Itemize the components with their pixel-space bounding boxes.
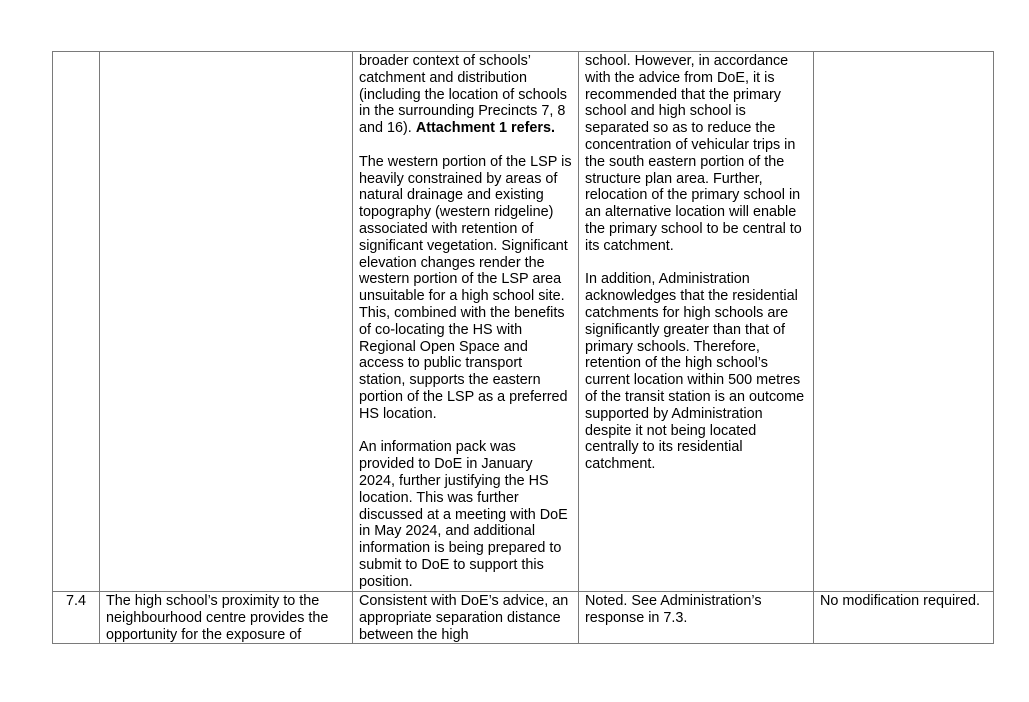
doe-comment-paragraph: broader context of schools’ catchment and distribution (including the location of schools in the surrounding Precincts 7, 8 and 16). Attachment 1 refers. [359, 53, 567, 137]
row-number-cell [53, 52, 100, 592]
administration-response-cell: Noted. See Administration’s response in 7.3. [579, 592, 814, 644]
doe-comment-paragraph: An information pack was provided to DoE in January 2024, further justifying the HS location. This was further discussed at a meeting with DoE in May 2024, and additional information is being prepared to submit to DoE to support this position. [359, 439, 568, 590]
administration-response-paragraph: In addition, Administration acknowledges that the residential catchments for high schools are significantly greater than that of primary schools. Therefore, retention of the high school’s current location within 500 metres of the transit station is an outcome supported by Administration despite it not being located centrally to its residential catchment. [585, 271, 805, 473]
table-row [53, 52, 994, 592]
doe-comment-paragraph: The western portion of the LSP is heavily constrained by areas of natural drainage and existing topography (western ridgeline) associated with retention of significant vegetation. Significant elevation changes render the western portion of the LSP area unsuitable for a high school site. This, combined with the benefits of co-locating the HS with Regional Open Space and access to public transport station, supports the eastern portion of the LSP as a preferred HS location. [359, 153, 572, 422]
recommendation-cell [814, 52, 994, 592]
administration-response-paragraph: school. However, in accordance with the advice from DoE, it is recommended that the primary school and high school is separated so as to reduce the concentration of vehicular trips in the south eastern portion of the structure plan area. Further, relocation of the primary school in an alternative location will enable the primary school to be central to its catchment. [585, 53, 802, 254]
doe-comment-cell: Consistent with DoE’s advice, an appropriate separation distance between the high [353, 592, 579, 644]
submission-cell: The high school’s proximity to the neighbourhood centre provides the opportunity for the exposure of [100, 592, 353, 644]
doe-comment-cell [353, 52, 579, 592]
recommendation-cell: No modification required. [814, 592, 994, 644]
submissions-table [52, 51, 994, 644]
table-row [53, 592, 994, 644]
administration-response-cell [579, 52, 814, 592]
row-number-cell: 7.4 [53, 592, 100, 644]
attachment-reference: Attachment 1 refers. [415, 120, 555, 137]
submission-cell [100, 52, 353, 592]
